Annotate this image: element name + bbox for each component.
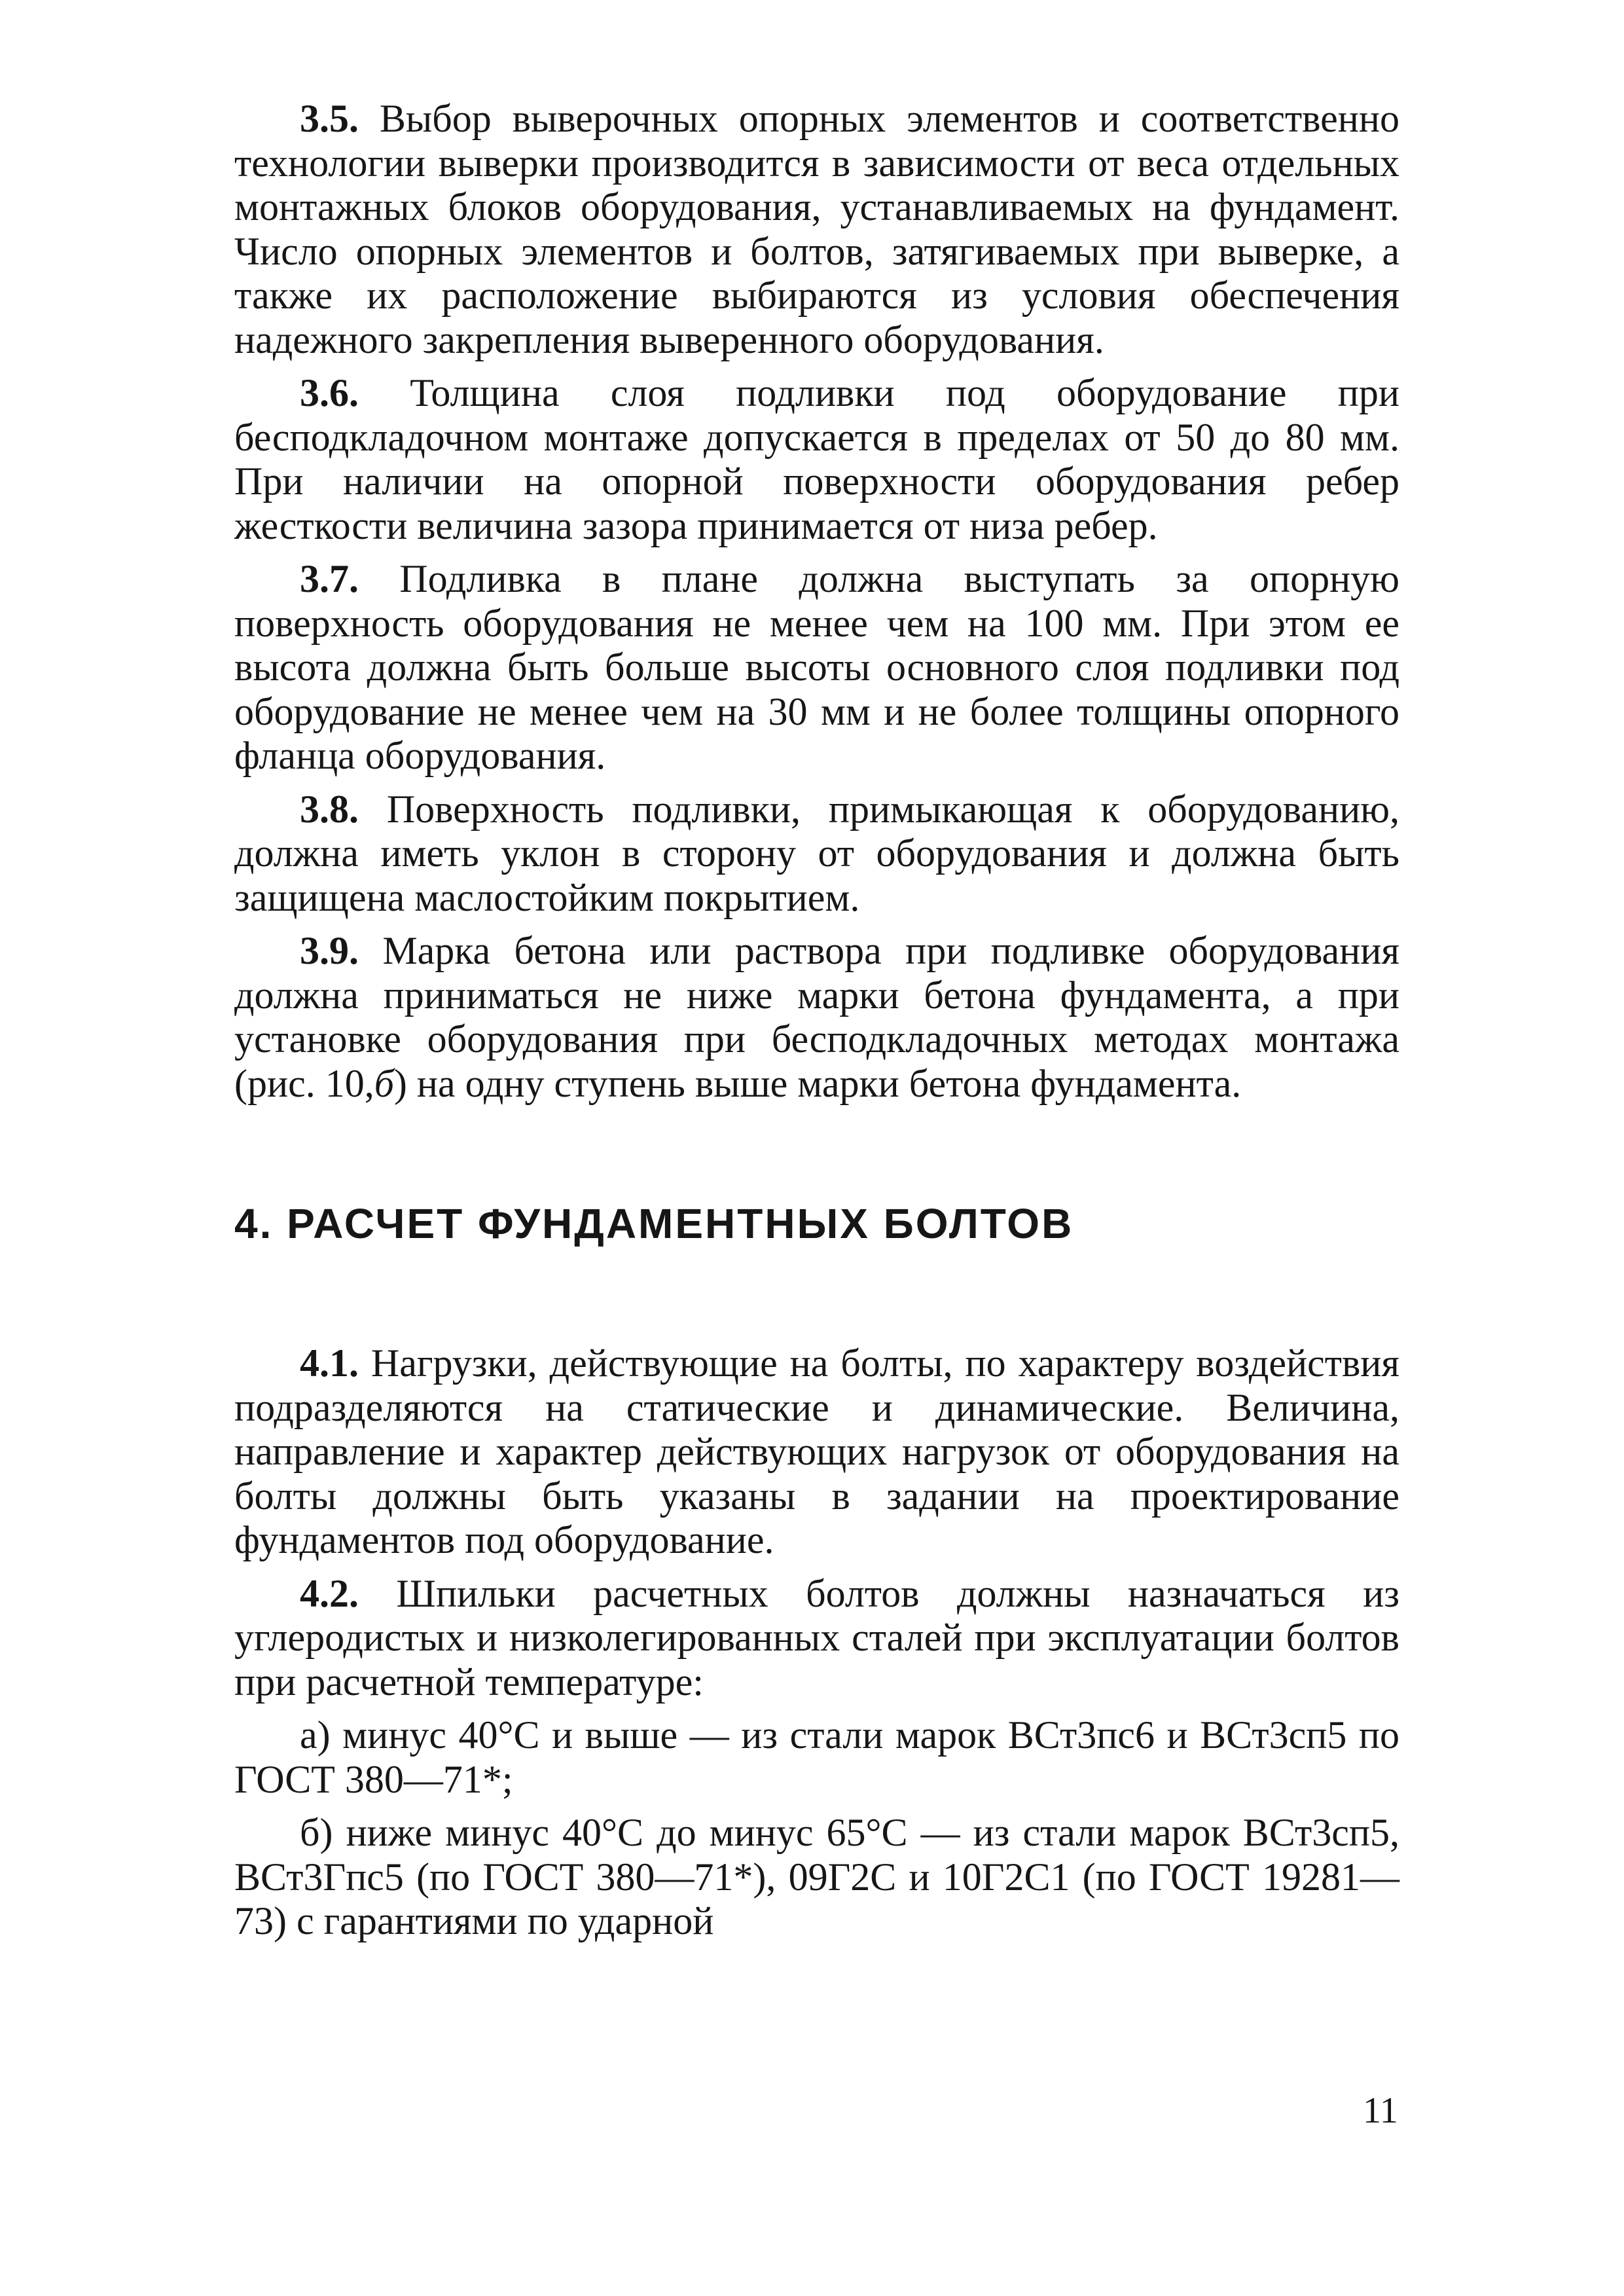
paragraph-4-1 <box>234 1341 1399 1563</box>
paragraph-4-2 <box>234 1572 1399 1705</box>
list-item-b <box>234 1811 1399 1944</box>
document-page <box>234 97 1399 2284</box>
list-item-text: а) минус 40°С и выше — из стали марок ВСт3пс6 и ВСт3сп5 по ГОСТ 380—71*; <box>234 1713 1399 1801</box>
paragraph-number: 3.9. <box>300 929 359 972</box>
paragraph-text: Выбор выверочных опорных элементов и соответственно технологии выверки производится в зависимости от веса отдельных монтажных блоков оборудования, устанавливаемых на фундамент. Число опорных элементов и болтов, затягиваемых при выверке, а также их расположение выбираются из условия обеспечения надежного закрепления выверенного оборудования. <box>234 97 1400 361</box>
paragraph-text-continued: ) на одну ступень выше марки бетона фундамента. <box>393 1061 1242 1105</box>
section-heading: 4. РАСЧЕТ ФУНДАМЕНТНЫХ БОЛТОВ <box>234 1200 1074 1247</box>
paragraph-text: Подливка в плане должна выступать за опорную поверхность оборудования не менее чем на 100 мм. При этом ее высота должна быть больше высоты основного слоя подливки под оборудование не менее чем на 30 мм и не более толщины опорного фланца оборудования. <box>234 557 1400 777</box>
paragraph-text: Толщина слоя подливки под оборудование при бесподкладочном монтаже допускается в пределах от 50 до 80 мм. При наличии на опорной поверхности оборудования ребер жесткости величина зазора принимается от низа ребер. <box>234 371 1400 547</box>
list-item-a <box>234 1713 1399 1802</box>
paragraph-text: Поверхность подливки, примыкающая к оборудованию, должна иметь уклон в сторону от оборудования и должна быть защищена маслостойким покрытием. <box>234 787 1399 919</box>
paragraph-number: 4.1. <box>300 1341 359 1385</box>
page-number: 11 <box>1363 2090 1398 2131</box>
paragraph-text: Шпильки расчетных болтов должны назначаться из углеродистых и низколегированных сталей при эксплуатации болтов при расчетной температуре: <box>234 1571 1399 1704</box>
paragraph-number: 3.5. <box>300 97 359 140</box>
figure-ref-italic: б <box>374 1061 394 1105</box>
paragraph-text: Марка бетона или раствора при подливке оборудования должна приниматься не ниже марки бетона фундамента, а при установке оборудования при бесподкладочных методах монтажа (рис. 10, <box>234 929 1399 1105</box>
paragraph-3-5 <box>234 97 1399 362</box>
paragraph-number: 3.7. <box>300 557 359 600</box>
paragraph-text: Нагрузки, действующие на болты, по характеру воздействия подразделяются на статические и динамические. Величина, направление и характер действующих нагрузок от оборудования на болты должны быть указаны в задании на проектирование фундаментов под оборудование. <box>234 1341 1399 1561</box>
paragraph-3-8 <box>234 788 1399 920</box>
paragraph-3-9 <box>234 929 1399 1106</box>
paragraph-3-7 <box>234 557 1399 778</box>
paragraph-number: 4.2. <box>300 1571 359 1615</box>
paragraph-number: 3.8. <box>300 787 359 831</box>
paragraph-number: 3.6. <box>300 371 359 414</box>
paragraph-3-6 <box>234 371 1399 548</box>
list-item-text: б) ниже минус 40°С до минус 65°С — из стали марок ВСт3сп5, ВСт3Гпс5 (по ГОСТ 380—71*), 09Г2С и 10Г2С1 (по ГОСТ 19281—73) с гарантиями по ударной <box>234 1811 1399 1942</box>
